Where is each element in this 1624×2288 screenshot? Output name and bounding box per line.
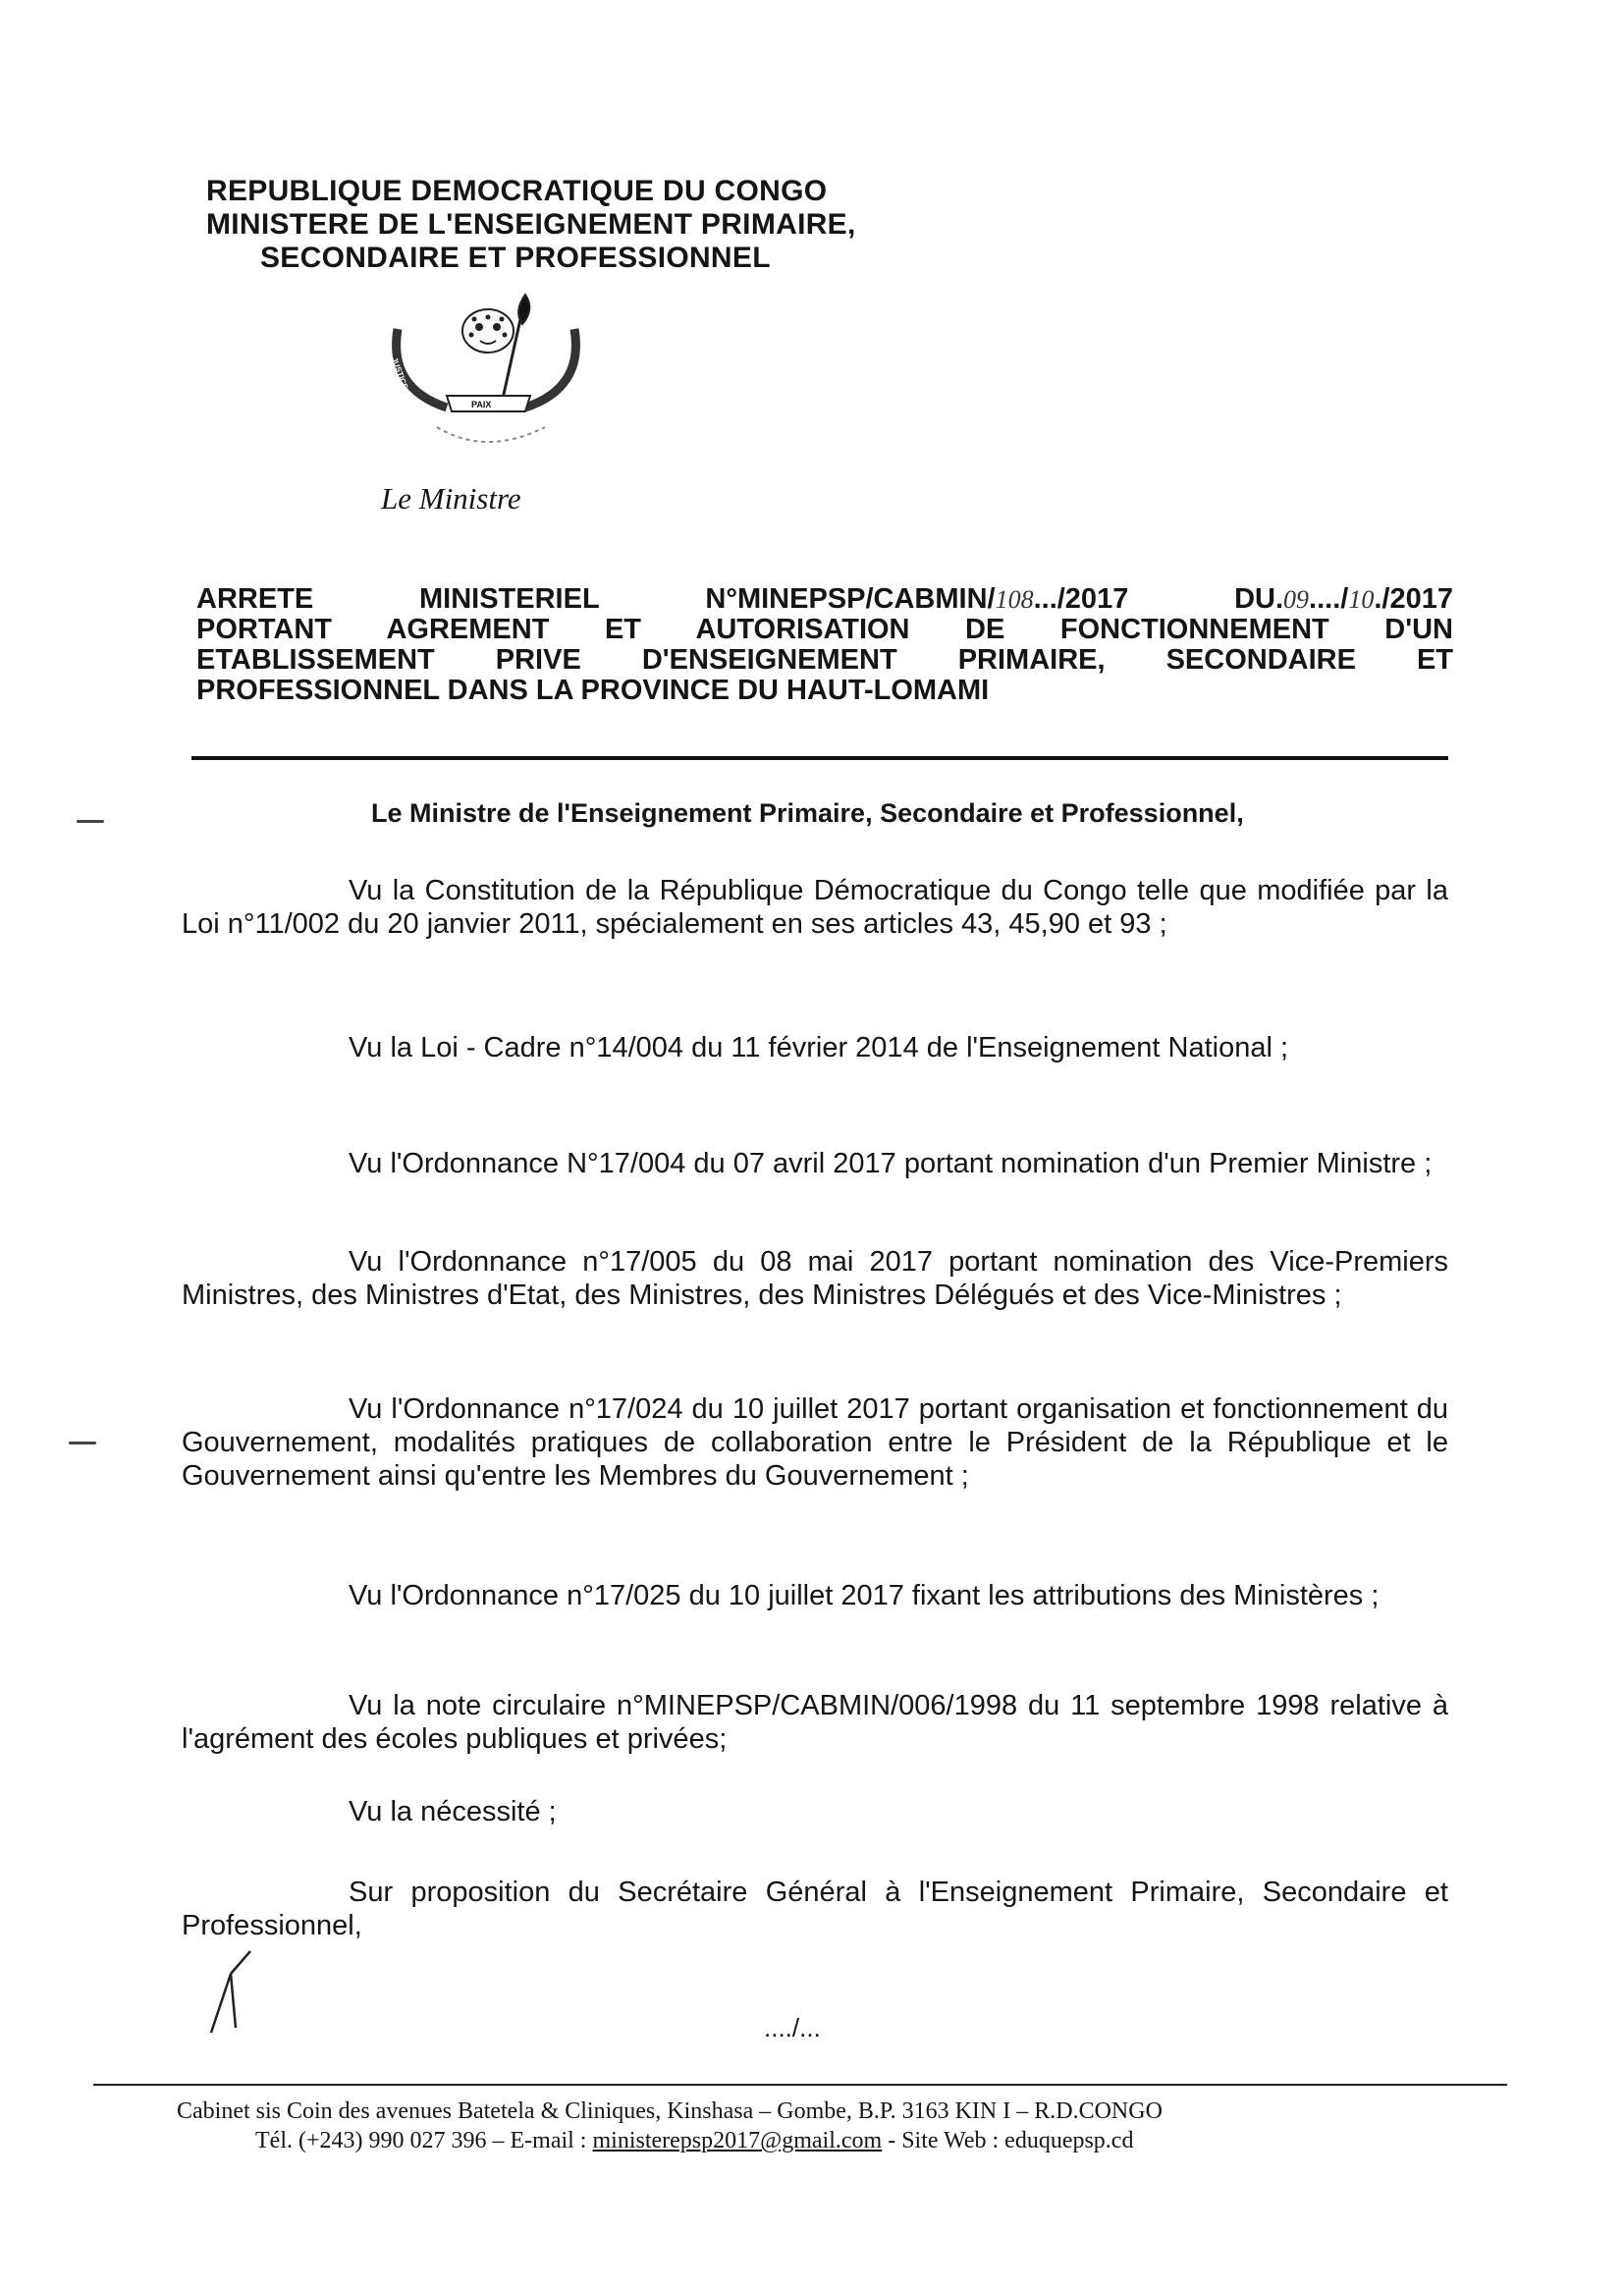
emblem-motto-travail: TRAVAIL <box>550 336 570 371</box>
minister-label: Le Ministre <box>381 481 521 516</box>
decree-date: DU.09..../10./2017 <box>1234 583 1453 615</box>
handwritten-number: 108 <box>995 585 1034 614</box>
margin-mark <box>77 820 104 823</box>
visa-proposition: Sur proposition du Secrétaire Général à l'Enseignement Primaire, Secondaire et Professionnel, <box>182 1877 1448 1941</box>
visa-necessite: Vu la nécessité ; <box>349 1796 557 1827</box>
visa-ordonnance-vice-premiers: Vu l'Ordonnance n°17/005 du 08 mai 2017 portant nomination des Vice-Premiers Ministres, des Ministres d'Etat, des Ministres, des Ministres Délégués et des Vice-Ministres ; <box>182 1246 1448 1311</box>
footer-contact <box>177 2126 1424 2155</box>
visa-ordonnance-premier-ministre: Vu l'Ordonnance N°17/004 du 07 avril 2017 portant nomination d'un Premier Ministre ; <box>349 1148 1433 1179</box>
footer-address: Cabinet sis Coin des avenues Batetela & Cliniques, Kinshasa – Gombe, B.P. 3163 KIN I – R.D.CONGO <box>177 2098 1163 2124</box>
decree-title <box>196 584 1453 706</box>
decree-word-arrete: ARRETE <box>196 583 314 615</box>
visa-ordonnance-gouvernement: Vu l'Ordonnance n°17/024 du 10 juillet 2017 portant organisation et fonctionnement du Gouvernement, modalités pratiques de collaboration entre le Président de la République et le Gouvernement ainsi qu'entre les Membres du Gouvernement ; <box>182 1393 1448 1492</box>
emblem-motto-paix: PAIX <box>471 400 492 409</box>
decree-line-3: ETABLISSEMENT PRIVE D'ENSEIGNEMENT PRIMAIRE, SECONDAIRE ET <box>196 644 1453 676</box>
page-continuation: ..../... <box>764 2013 821 2043</box>
visa-constitution: Vu la Constitution de la République Démocratique du Congo telle que modifiée par la Loi n°11/002 du 20 janvier 2011, spécialement en ses articles 43, 45,90 et 93 ; <box>182 875 1448 940</box>
visa-ordonnance-attributions: Vu l'Ordonnance n°17/025 du 10 juillet 2017 fixant les attributions des Ministères ; <box>349 1580 1380 1611</box>
handwritten-day: 09 <box>1283 585 1310 614</box>
emblem-motto-justice: JUSTICE <box>390 355 410 391</box>
visa-loi-cadre: Vu la Loi - Cadre n°14/004 du 11 février 2014 de l'Enseignement National ; <box>349 1032 1289 1063</box>
decree-number: N°MINEPSP/CABMIN/108.../2017 <box>705 583 1129 615</box>
margin-mark <box>69 1442 96 1444</box>
decree-word-ministeriel: MINISTERIEL <box>418 583 600 615</box>
footer-email-link[interactable]: ministerepsp2017@gmail.com <box>592 2128 883 2153</box>
initial-signature <box>206 1949 275 2038</box>
decree-line-4: PROFESSIONNEL DANS LA PROVINCE DU HAUT-LOMAMI <box>196 675 990 706</box>
minister-lead: Le Ministre de l'Enseignement Primaire, Secondaire et Professionnel, <box>371 798 1244 828</box>
letterhead <box>206 175 856 275</box>
handwritten-month: 10 <box>1348 585 1375 614</box>
visa-note-circulaire: Vu la note circulaire n°MINEPSP/CABMIN/006/1998 du 11 septembre 1998 relative à l'agrément des écoles publiques et privées; <box>182 1690 1448 1755</box>
footer-website: - Site Web : eduquepsp.cd <box>888 2128 1134 2153</box>
footer-phone: Tél. (+243) 990 027 396 – E-mail : <box>255 2128 587 2153</box>
title-underline <box>191 756 1448 760</box>
footer <box>177 2097 1424 2155</box>
letterhead-country: REPUBLIQUE DEMOCRATIQUE DU CONGO <box>206 175 828 207</box>
coat-of-arms-emblem <box>378 290 604 447</box>
letterhead-ministry-cont: SECONDAIRE ET PROFESSIONNEL <box>260 242 771 274</box>
footer-rule <box>93 2084 1507 2086</box>
decree-line-2: PORTANT AGREMENT ET AUTORISATION DE FONCTIONNEMENT D'UN <box>196 614 1453 645</box>
letterhead-ministry: MINISTERE DE L'ENSEIGNEMENT PRIMAIRE, <box>206 208 856 241</box>
decree-number-row <box>196 584 1453 615</box>
